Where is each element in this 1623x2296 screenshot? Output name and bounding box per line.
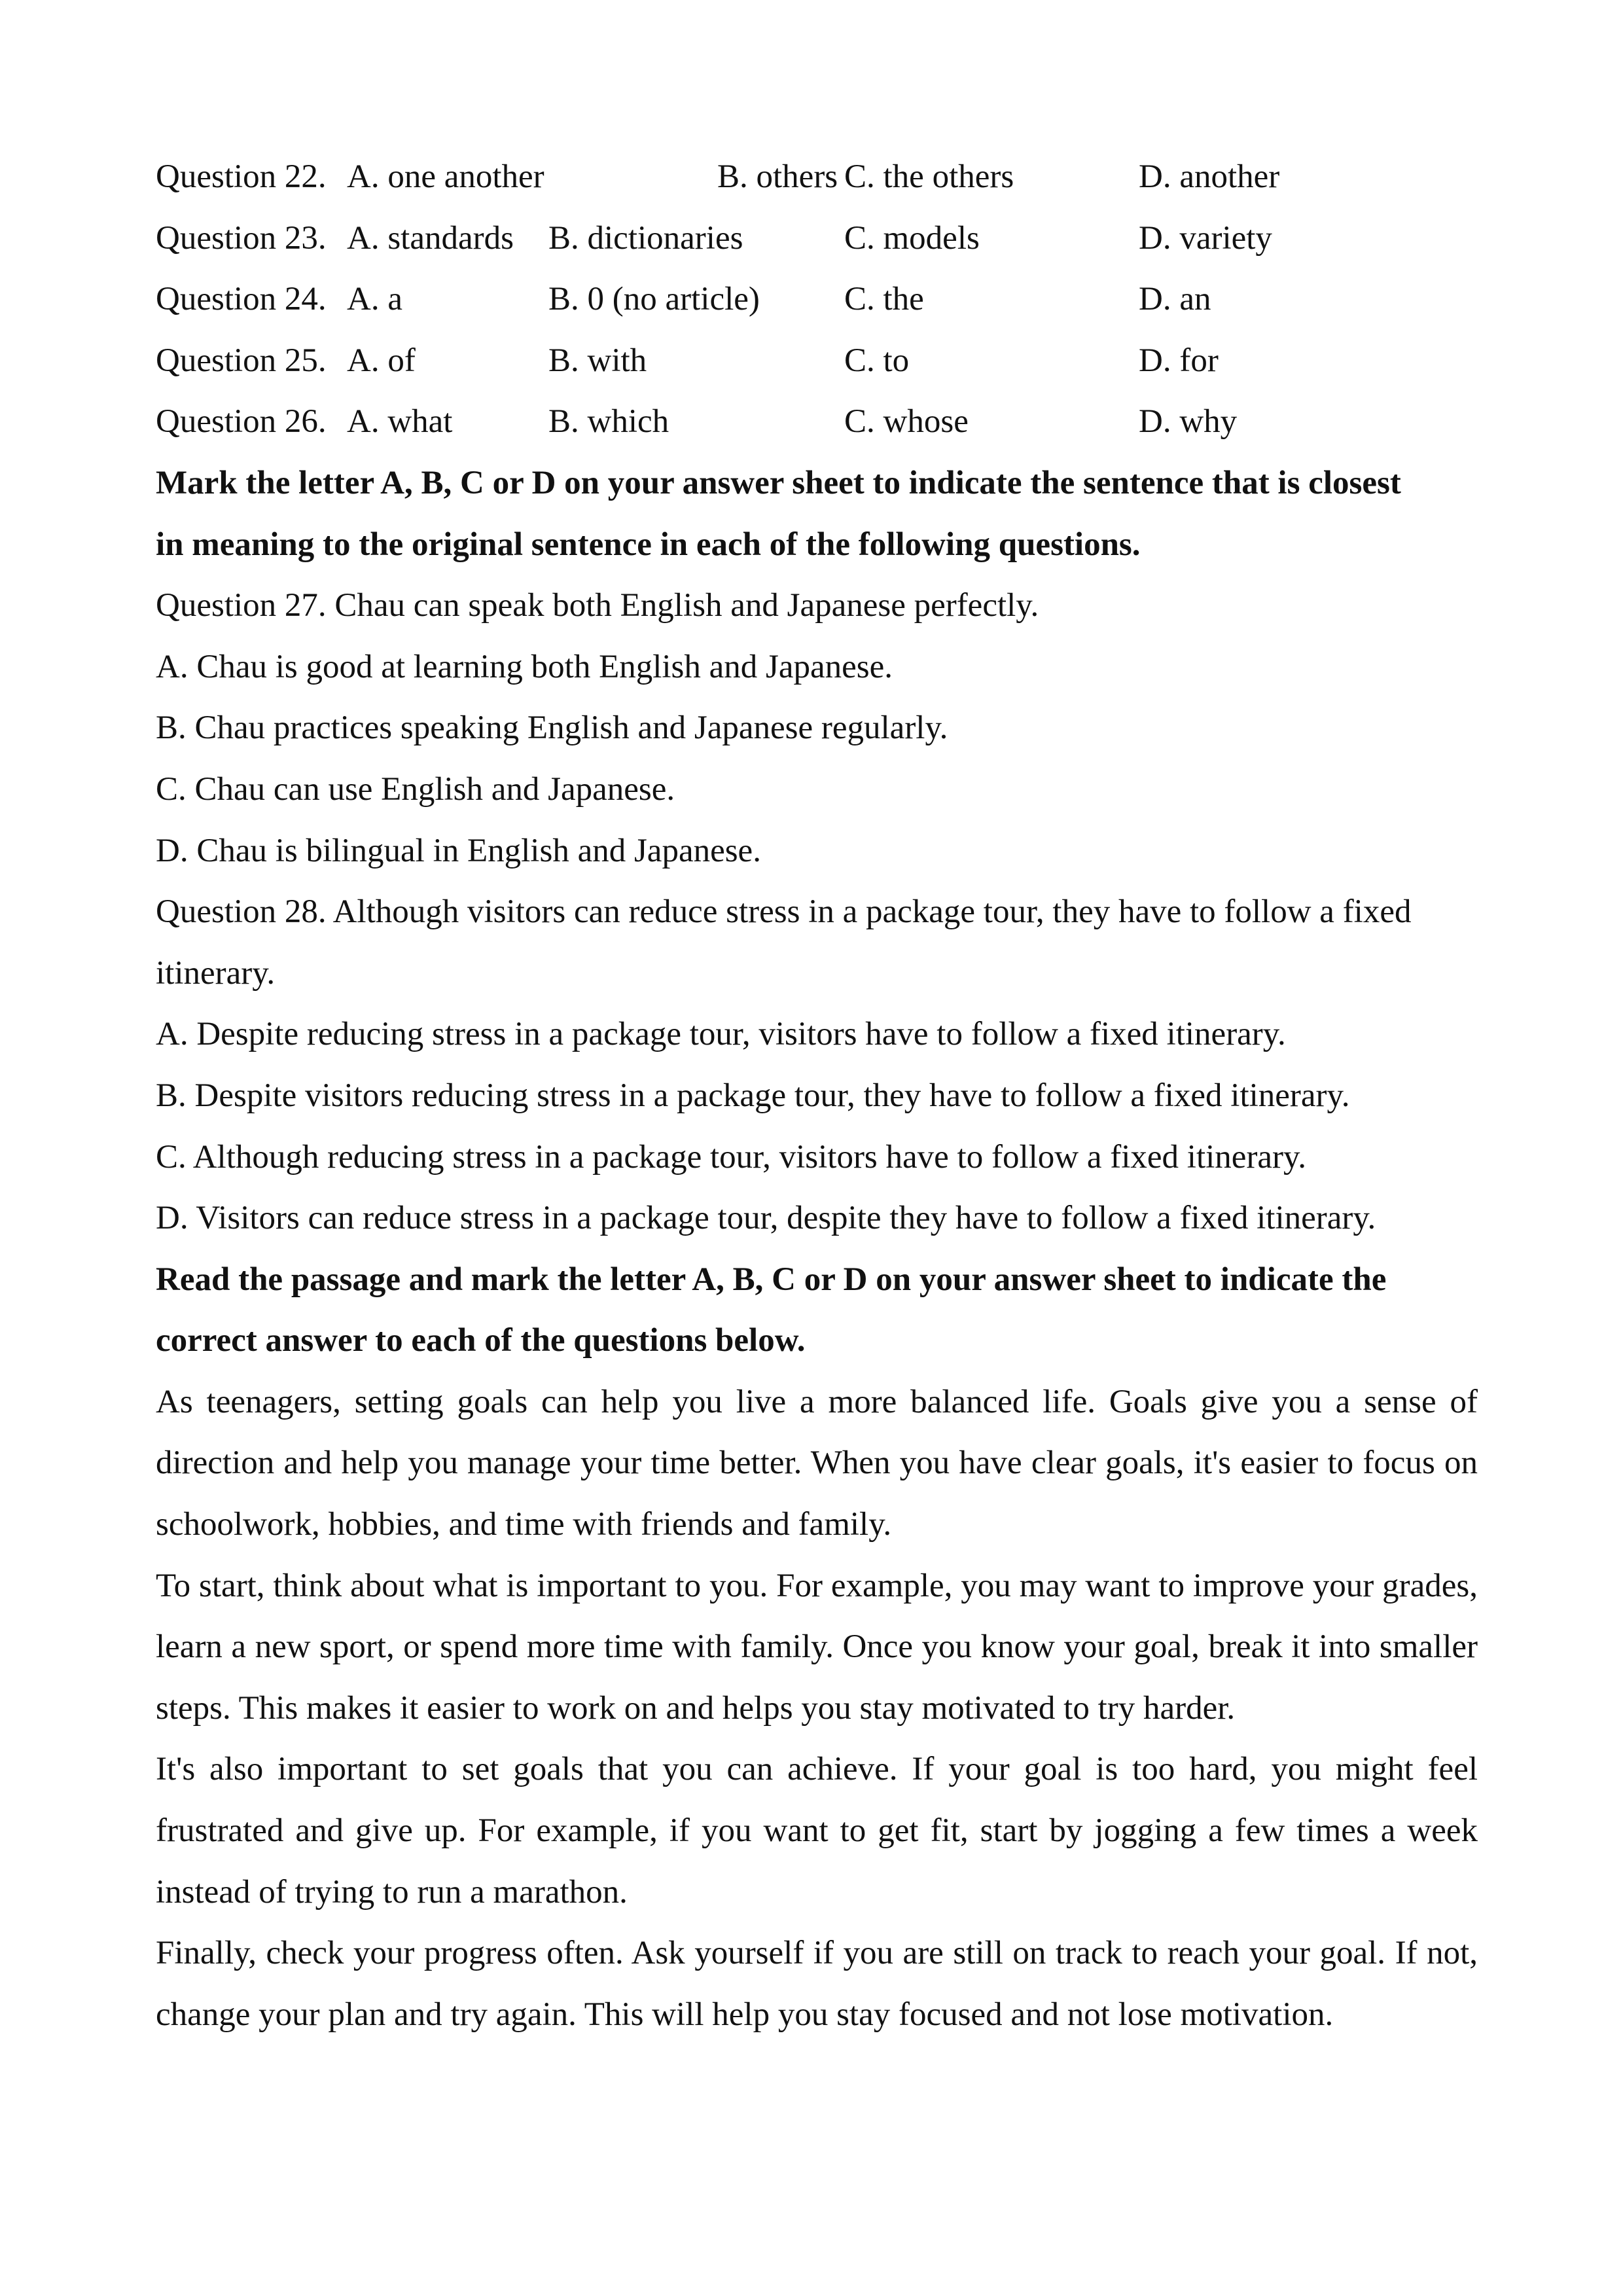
question-number: Question 24.	[156, 281, 327, 318]
option-d: D. an	[1139, 281, 1211, 318]
question-28-option-a: A. Despite reducing stress in a package tour, visitors have to follow a fixed itinerary.	[156, 1016, 1286, 1053]
option-c: C. models	[844, 219, 980, 257]
instruction-heading: Mark the letter A, B, C or D on your answer sheet to indicate the sentence that is closest	[156, 464, 1401, 501]
instruction-heading: in meaning to the original sentence in each of the following questions.	[156, 526, 1141, 563]
option-b: B. dictionaries	[548, 219, 743, 257]
question-28-stem-continued: itinerary.	[156, 954, 276, 992]
option-a: A. standards	[347, 219, 514, 257]
passage-paragraph: To start, think about what is important to you. For example, you may want to improve your grades, learn a new sport, or spend more time with family. Once you know your goal, break it into smaller steps. This makes it easier to work on and helps you stay motivated to try harder.	[156, 1567, 1478, 1727]
option-c: C. to	[844, 342, 910, 379]
option-b: B. which	[548, 403, 669, 440]
passage-paragraph: Finally, check your progress often. Ask yourself if you are still on track to reach your goal. If not, change your plan and try again. This will help you stay focused and not lose motivation.	[156, 1935, 1478, 2033]
option-d: D. variety	[1139, 219, 1272, 257]
question-number: Question 25.	[156, 342, 327, 379]
question-28-option-c: C. Although reducing stress in a package tour, visitors have to follow a fixed itinerary.	[156, 1138, 1306, 1175]
question-number: Question 23.	[156, 219, 327, 257]
option-b: B. with	[548, 342, 647, 379]
question-24-options	[156, 269, 1478, 331]
question-22-options	[156, 147, 1478, 208]
question-number: Question 22.	[156, 158, 327, 195]
option-a: A. what	[347, 403, 453, 440]
passage-paragraph: It's also important to set goals that you can achieve. If your goal is too hard, you might feel frustrated and give up. For example, if you want to get fit, start by jogging a few times a week instead of trying to run a marathon.	[156, 1751, 1478, 1910]
question-26-options	[156, 391, 1478, 453]
question-27-option-c: C. Chau can use English and Japanese.	[156, 770, 675, 808]
question-number: Question 26.	[156, 403, 327, 440]
question-27-option-d: D. Chau is bilingual in English and Japanese.	[156, 832, 761, 869]
option-c: C. whose	[844, 403, 969, 440]
question-27-option-a: A. Chau is good at learning both English and Japanese.	[156, 648, 893, 685]
question-27-option-b: B. Chau practices speaking English and Japanese regularly.	[156, 709, 948, 747]
question-28-option-d: D. Visitors can reduce stress in a package tour, despite they have to follow a fixed itinerary.	[156, 1200, 1376, 1237]
question-28-option-b: B. Despite visitors reducing stress in a package tour, they have to follow a fixed itinerary.	[156, 1077, 1350, 1114]
option-d: D. why	[1139, 403, 1238, 440]
instruction-heading: correct answer to each of the questions below.	[156, 1322, 806, 1359]
option-d: D. another	[1139, 158, 1280, 195]
question-28-stem: Question 28. Although visitors can reduce stress in a package tour, they have to follow a fixed	[156, 893, 1412, 931]
option-a: A. one another	[347, 158, 544, 195]
instruction-heading: Read the passage and mark the letter A, B, C or D on your answer sheet to indicate the	[156, 1261, 1387, 1298]
option-b: B. 0 (no article)	[548, 281, 760, 318]
option-a: A. of	[347, 342, 416, 379]
document-page	[156, 147, 1478, 2045]
question-23-options	[156, 208, 1478, 270]
option-c: C. the	[844, 281, 924, 318]
option-c: C. the others	[844, 158, 1014, 195]
question-25-options	[156, 331, 1478, 392]
option-d: D. for	[1139, 342, 1219, 379]
question-27-stem: Question 27. Chau can speak both English and Japanese perfectly.	[156, 587, 1039, 624]
option-a: A. a	[347, 281, 402, 318]
option-b: B. others	[717, 158, 838, 195]
passage-paragraph: As teenagers, setting goals can help you live a more balanced life. Goals give you a sense of direction and help you manage your time better. When you have clear goals, it's easier to focus on schoolwork, hobbies, and time with friends and family.	[156, 1383, 1478, 1543]
